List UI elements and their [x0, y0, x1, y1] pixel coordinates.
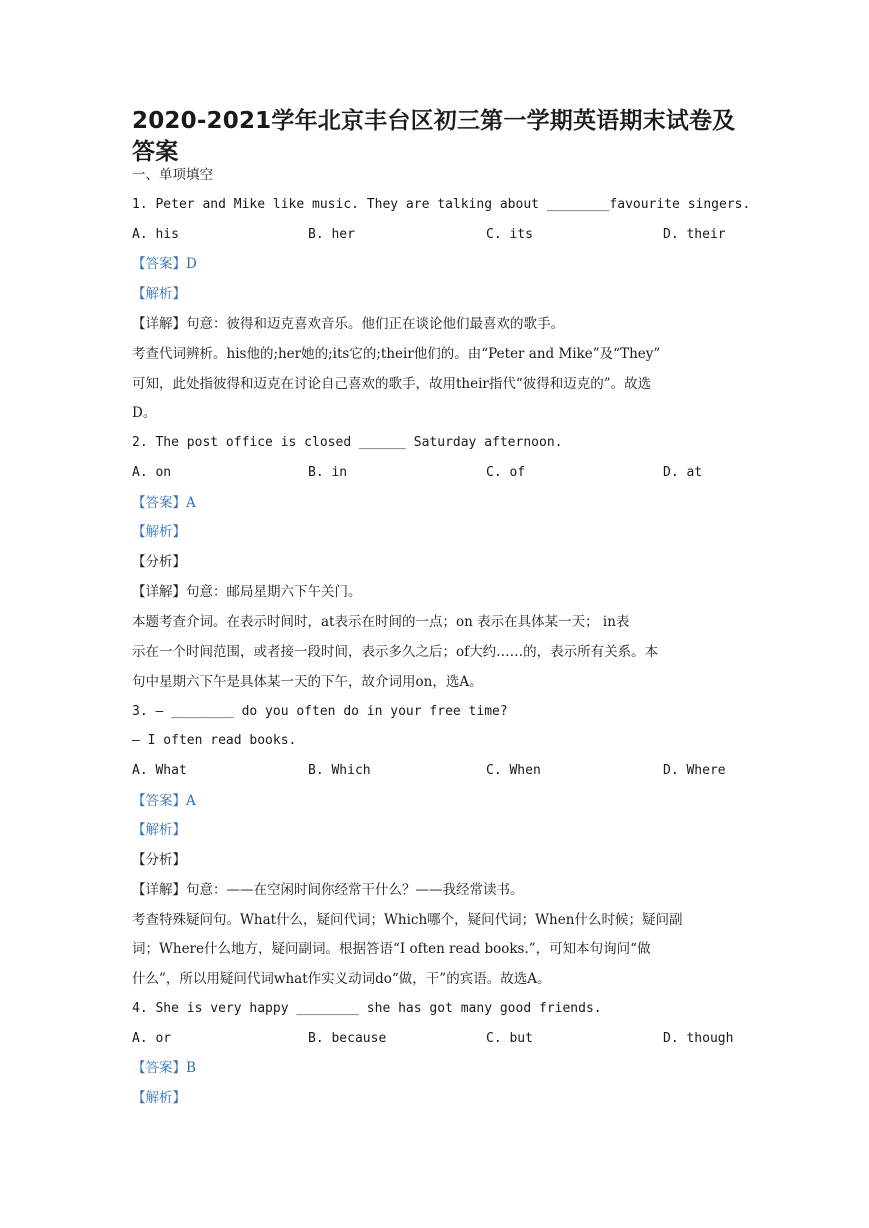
question-1-answer: 【答案】D — [132, 256, 197, 272]
option-b: B. her — [308, 227, 355, 242]
option-d: D. at — [663, 465, 703, 480]
option-a: A. or — [132, 1031, 172, 1046]
option-b: B. Which — [308, 763, 371, 778]
question-2-options — [132, 463, 752, 483]
question-2-answer: 【答案】A — [132, 495, 196, 511]
question-3-answer: 【答案】A — [132, 793, 196, 809]
question-2-stem: 2. The post office is closed ______ Saturday afternoon. — [132, 435, 563, 450]
question-1-detail: 【详解】句意：彼得和迈克喜欢音乐。他们正在谈论他们最喜欢的歌手。 — [132, 316, 564, 332]
question-3-stem-reply: — I often read books. — [132, 733, 297, 748]
option-b: B. in — [308, 465, 348, 480]
question-2-detail: 【详解】句意：邮局星期六下午关门。 — [132, 584, 362, 600]
option-c: C. but — [486, 1031, 533, 1046]
question-2-jiexi: 【解析】 — [132, 524, 186, 540]
question-3-options — [132, 761, 752, 781]
question-1-stem: 1. Peter and Mike like music. They are talking about ________favourite singers. — [132, 197, 751, 212]
question-1-detail: D。 — [132, 405, 157, 421]
option-d: D. Where — [663, 763, 726, 778]
option-c: C. When — [486, 763, 541, 778]
option-d: D. their — [663, 227, 726, 242]
page-title: 2020-2021学年北京丰台区初三第一学期英语期末试卷及答案 — [132, 108, 736, 165]
question-1-detail: 可知，此处指彼得和迈克在讨论自己喜欢的歌手，故用their指代“彼得和迈克的”。故选 — [132, 376, 652, 392]
question-3-detail: 【详解】句意：——在空闲时间你经常干什么？——我经常读书。 — [132, 882, 524, 898]
option-c: C. of — [486, 465, 526, 480]
option-a: A. What — [132, 763, 187, 778]
question-3-stem: 3. — ________ do you often do in your free time? — [132, 704, 508, 719]
option-b: B. because — [308, 1031, 387, 1046]
question-3-jiexi: 【解析】 — [132, 822, 186, 838]
question-1-detail: 考查代词辨析。his他的;her她的;its它的;their他们的。由“Peter and Mike”及“They” — [132, 346, 661, 362]
question-4-stem: 4. She is very happy ________ she has got many good friends. — [132, 1001, 602, 1016]
question-2-detail: 示在一个时间范围，或者接一段时间，表示多久之后；of大约……的，表示所有关系。本 — [132, 644, 659, 660]
question-3-detail: 词；Where什么地方，疑问副词。根据答语“I often read books.”，可知本句询问“做 — [132, 941, 651, 957]
question-4-answer: 【答案】B — [132, 1060, 196, 1076]
option-a: A. on — [132, 465, 172, 480]
question-3-detail: 考查特殊疑问句。What什么，疑问代词；Which哪个，疑问代词；When什么时候；疑问副 — [132, 912, 683, 928]
question-4-jiexi: 【解析】 — [132, 1090, 186, 1106]
option-d: D. though — [663, 1031, 734, 1046]
section-heading: 一、单项填空 — [132, 167, 213, 183]
question-1-jiexi: 【解析】 — [132, 286, 186, 302]
question-3-fenxi: 【分析】 — [132, 852, 186, 868]
option-a: A. his — [132, 227, 179, 242]
option-c: C. its — [486, 227, 533, 242]
question-4-options — [132, 1029, 752, 1049]
question-1-options — [132, 225, 752, 245]
question-3-detail: 什么”，所以用疑问代词what作实义动词do“做，干”的宾语。故选A。 — [132, 971, 551, 987]
question-2-fenxi: 【分析】 — [132, 554, 186, 570]
question-2-detail: 本题考查介词。在表示时间时，at表示在时间的一点；on 表示在具体某一天； in表 — [132, 614, 630, 630]
question-2-detail: 句中星期六下午是具体某一天的下午，故介词用on，选A。 — [132, 674, 483, 690]
